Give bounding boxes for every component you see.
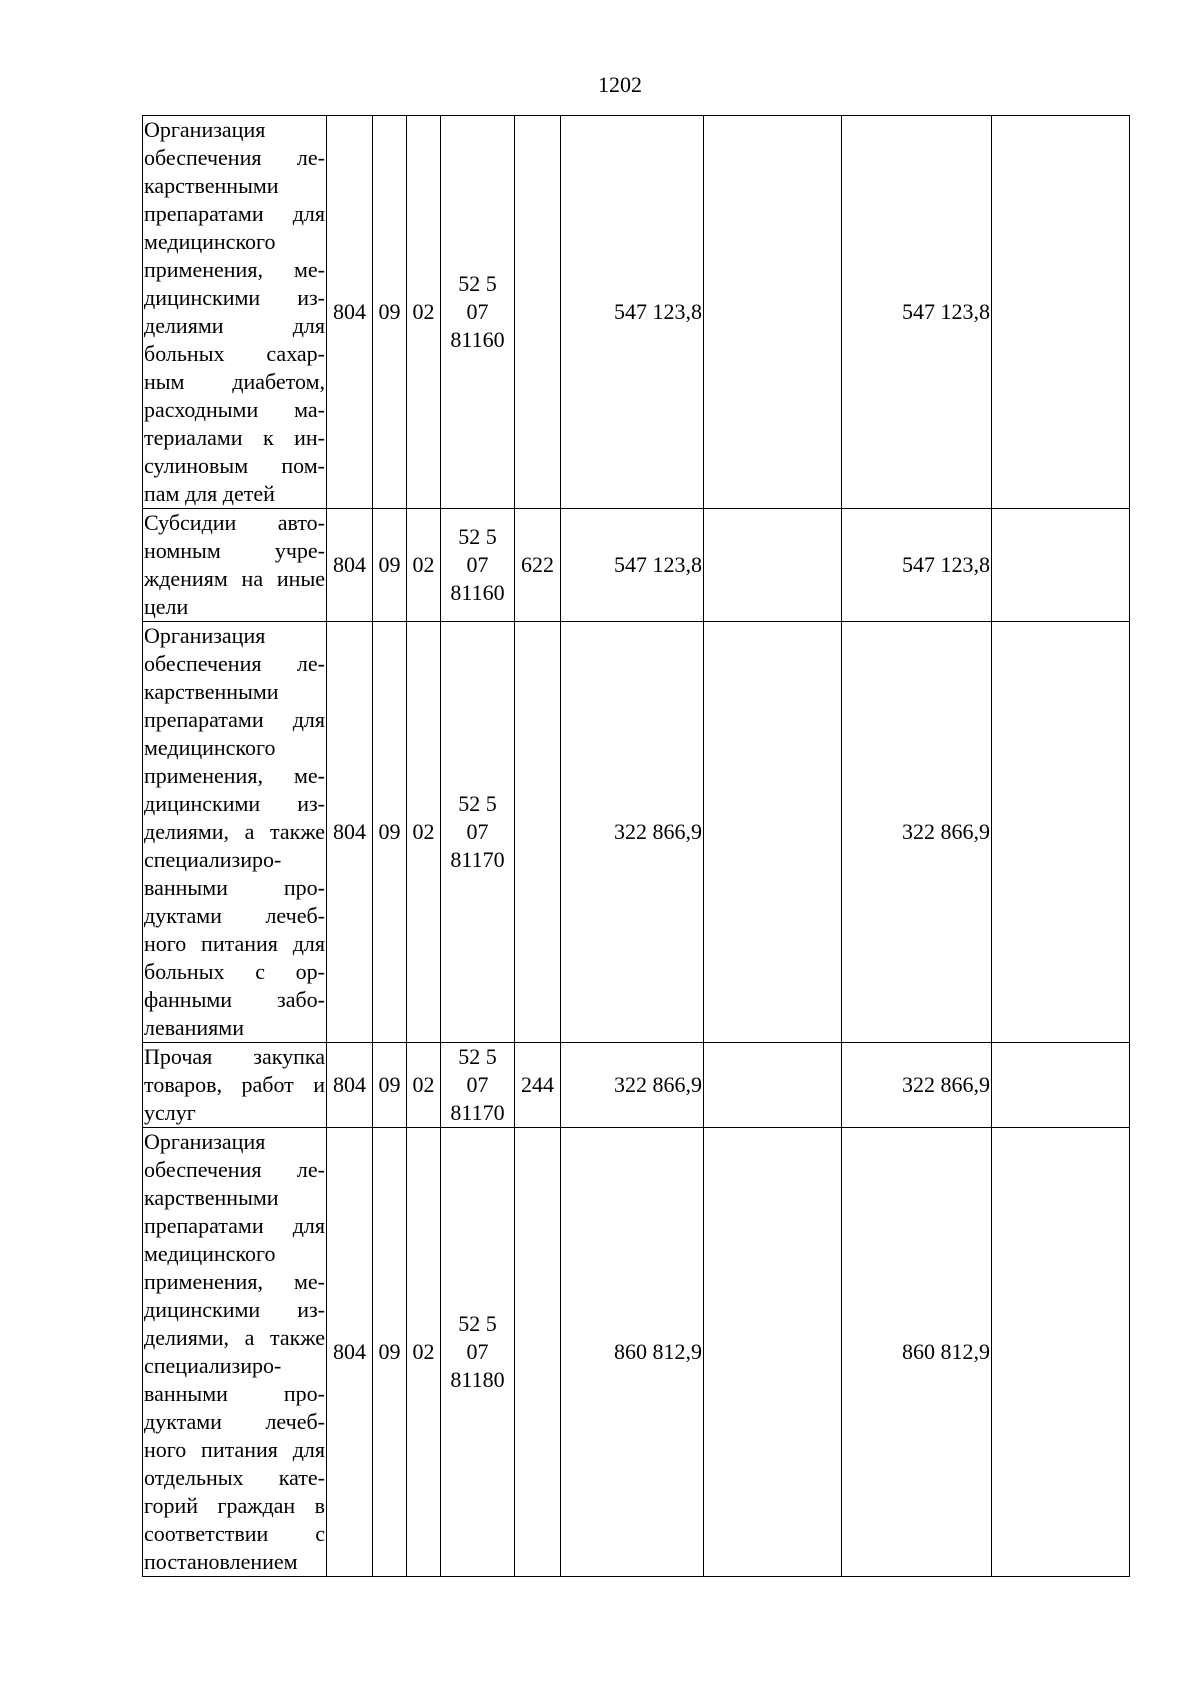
- ministry-code-cell: 804: [327, 116, 373, 509]
- subsection-code-cell: 02: [407, 509, 441, 622]
- expense-name-line: ного питания для: [144, 931, 325, 956]
- expense-name-cell: [143, 116, 327, 509]
- expense-name-line: услуг: [144, 1100, 196, 1125]
- target-article-line: 52 5: [458, 271, 497, 296]
- expense-name-line: обеспечения ле-: [144, 1157, 325, 1182]
- empty-cell: [704, 1128, 842, 1577]
- expense-name-line: фанными забо-: [144, 987, 325, 1012]
- expense-name-line: применения, ме-: [144, 257, 325, 282]
- amount-cell: 547 123,8: [561, 509, 704, 622]
- target-article-cell: [441, 1043, 515, 1128]
- table-row: [143, 1128, 1130, 1577]
- expense-name-line: больных с ор-: [144, 959, 325, 984]
- expense-name-line: делиями для: [144, 313, 325, 338]
- subsection-code-cell: 02: [407, 622, 441, 1043]
- expense-name-line: ным диабетом,: [144, 369, 325, 394]
- section-code-cell: 09: [373, 116, 407, 509]
- target-article-line: 07: [466, 1339, 489, 1364]
- empty-cell: [992, 509, 1130, 622]
- expense-name-line: отдельных кате-: [144, 1465, 325, 1490]
- target-article-line: 81170: [450, 1100, 505, 1125]
- empty-cell: [992, 1128, 1130, 1577]
- expense-name-cell: [143, 509, 327, 622]
- expense-name-line: горий граждан в: [144, 1493, 325, 1518]
- expense-name-line: дицинскими из-: [144, 1297, 325, 1322]
- expense-name-line: применения, ме-: [144, 763, 325, 788]
- target-article-line: 81180: [450, 1367, 505, 1392]
- amount-cell: 322 866,9: [561, 1043, 704, 1128]
- target-article-cell: [441, 509, 515, 622]
- expense-name-line: медицинского: [144, 735, 276, 760]
- expense-name-line: больных сахар-: [144, 341, 325, 366]
- target-article-cell: [441, 116, 515, 509]
- expense-name-line: дуктами лечеб-: [144, 1409, 325, 1434]
- target-article-cell: [441, 622, 515, 1043]
- ministry-code-cell: 804: [327, 1043, 373, 1128]
- target-article-line: 52 5: [458, 791, 497, 816]
- expense-name-line: препаратами для: [144, 201, 325, 226]
- expense-name-line: применения, ме-: [144, 1269, 325, 1294]
- ministry-code-cell: 804: [327, 622, 373, 1043]
- expense-name-line: Субсидии авто-: [144, 510, 325, 535]
- ministry-code-cell: 804: [327, 509, 373, 622]
- expense-name-line: медицинского: [144, 229, 276, 254]
- expense-name-line: цели: [144, 594, 189, 619]
- empty-cell: [704, 1043, 842, 1128]
- expense-name-line: препаратами для: [144, 707, 325, 732]
- amount-cell: 547 123,8: [842, 509, 992, 622]
- expense-name-line: ждениям на иные: [144, 566, 325, 591]
- expense-name-line: делиями, а также: [144, 1325, 325, 1350]
- amount-cell: 322 866,9: [842, 622, 992, 1043]
- table-row: [143, 1043, 1130, 1128]
- expense-name-cell: [143, 622, 327, 1043]
- expense-name-cell: [143, 1043, 327, 1128]
- expense-name-line: обеспечения ле-: [144, 651, 325, 676]
- empty-cell: [992, 116, 1130, 509]
- expense-name-cell: [143, 1128, 327, 1577]
- empty-cell: [704, 116, 842, 509]
- empty-cell: [992, 1043, 1130, 1128]
- expense-name-line: специализиро-: [144, 847, 282, 872]
- expense-name-line: специализиро-: [144, 1353, 282, 1378]
- expense-name-line: Организация: [144, 117, 266, 142]
- table-row: [143, 622, 1130, 1043]
- expense-name-line: Прочая закупка: [144, 1044, 325, 1069]
- expense-name-line: препаратами для: [144, 1213, 325, 1238]
- expense-name-line: расходными ма-: [144, 397, 325, 422]
- expense-name-line: сулиновым пом-: [144, 453, 325, 478]
- section-code-cell: 09: [373, 1128, 407, 1577]
- section-code-cell: 09: [373, 622, 407, 1043]
- amount-cell: 860 812,9: [561, 1128, 704, 1577]
- expense-name-line: карственными: [144, 173, 279, 198]
- empty-cell: [704, 622, 842, 1043]
- expense-name-line: леваниями: [144, 1015, 244, 1040]
- target-article-line: 52 5: [458, 1044, 497, 1069]
- expense-type-cell: [515, 622, 561, 1043]
- target-article-line: 81170: [450, 847, 505, 872]
- section-code-cell: 09: [373, 1043, 407, 1128]
- expense-type-cell: 622: [515, 509, 561, 622]
- expense-name-line: делиями, а также: [144, 819, 325, 844]
- target-article-line: 07: [466, 1072, 489, 1097]
- expense-name-line: ванными про-: [144, 875, 325, 900]
- expense-name-line: дицинскими из-: [144, 791, 325, 816]
- expense-name-line: дицинскими из-: [144, 285, 325, 310]
- expense-name-line: карственными: [144, 679, 279, 704]
- subsection-code-cell: 02: [407, 1043, 441, 1128]
- section-code-cell: 09: [373, 509, 407, 622]
- target-article-line: 07: [466, 552, 489, 577]
- expense-name-line: постановлением: [144, 1549, 298, 1574]
- amount-cell: 860 812,9: [842, 1128, 992, 1577]
- amount-cell: 547 123,8: [842, 116, 992, 509]
- expense-name-line: номным учре-: [144, 538, 325, 563]
- amount-cell: 322 866,9: [842, 1043, 992, 1128]
- expense-name-line: соответствии с: [144, 1521, 325, 1546]
- target-article-cell: [441, 1128, 515, 1577]
- expense-name-line: териалами к ин-: [144, 425, 325, 450]
- amount-cell: 547 123,8: [561, 116, 704, 509]
- target-article-line: 81160: [450, 327, 505, 352]
- page-number: 1202: [598, 72, 642, 97]
- expense-name-line: Организация: [144, 1129, 266, 1154]
- expense-name-line: медицинского: [144, 1241, 276, 1266]
- subsection-code-cell: 02: [407, 116, 441, 509]
- expense-name-line: обеспечения ле-: [144, 145, 325, 170]
- expense-type-cell: [515, 1128, 561, 1577]
- amount-cell: 322 866,9: [561, 622, 704, 1043]
- expense-name-line: карственными: [144, 1185, 279, 1210]
- table-body: [143, 116, 1130, 1577]
- expense-type-cell: [515, 116, 561, 509]
- table-row: [143, 116, 1130, 509]
- ministry-code-cell: 804: [327, 1128, 373, 1577]
- target-article-line: 52 5: [458, 1311, 497, 1336]
- expense-name-line: ванными про-: [144, 1381, 325, 1406]
- expense-name-line: пам для детей: [144, 481, 275, 506]
- expense-name-line: Организация: [144, 623, 266, 648]
- table-row: [143, 509, 1130, 622]
- expense-name-line: ного питания для: [144, 1437, 325, 1462]
- target-article-line: 07: [466, 819, 489, 844]
- budget-table: [142, 115, 1130, 1577]
- expense-type-cell: 244: [515, 1043, 561, 1128]
- expense-name-line: товаров, работ и: [144, 1072, 325, 1097]
- target-article-line: 07: [466, 299, 489, 324]
- empty-cell: [704, 509, 842, 622]
- empty-cell: [992, 622, 1130, 1043]
- expense-name-line: дуктами лечеб-: [144, 903, 325, 928]
- subsection-code-cell: 02: [407, 1128, 441, 1577]
- target-article-line: 81160: [450, 580, 505, 605]
- target-article-line: 52 5: [458, 524, 497, 549]
